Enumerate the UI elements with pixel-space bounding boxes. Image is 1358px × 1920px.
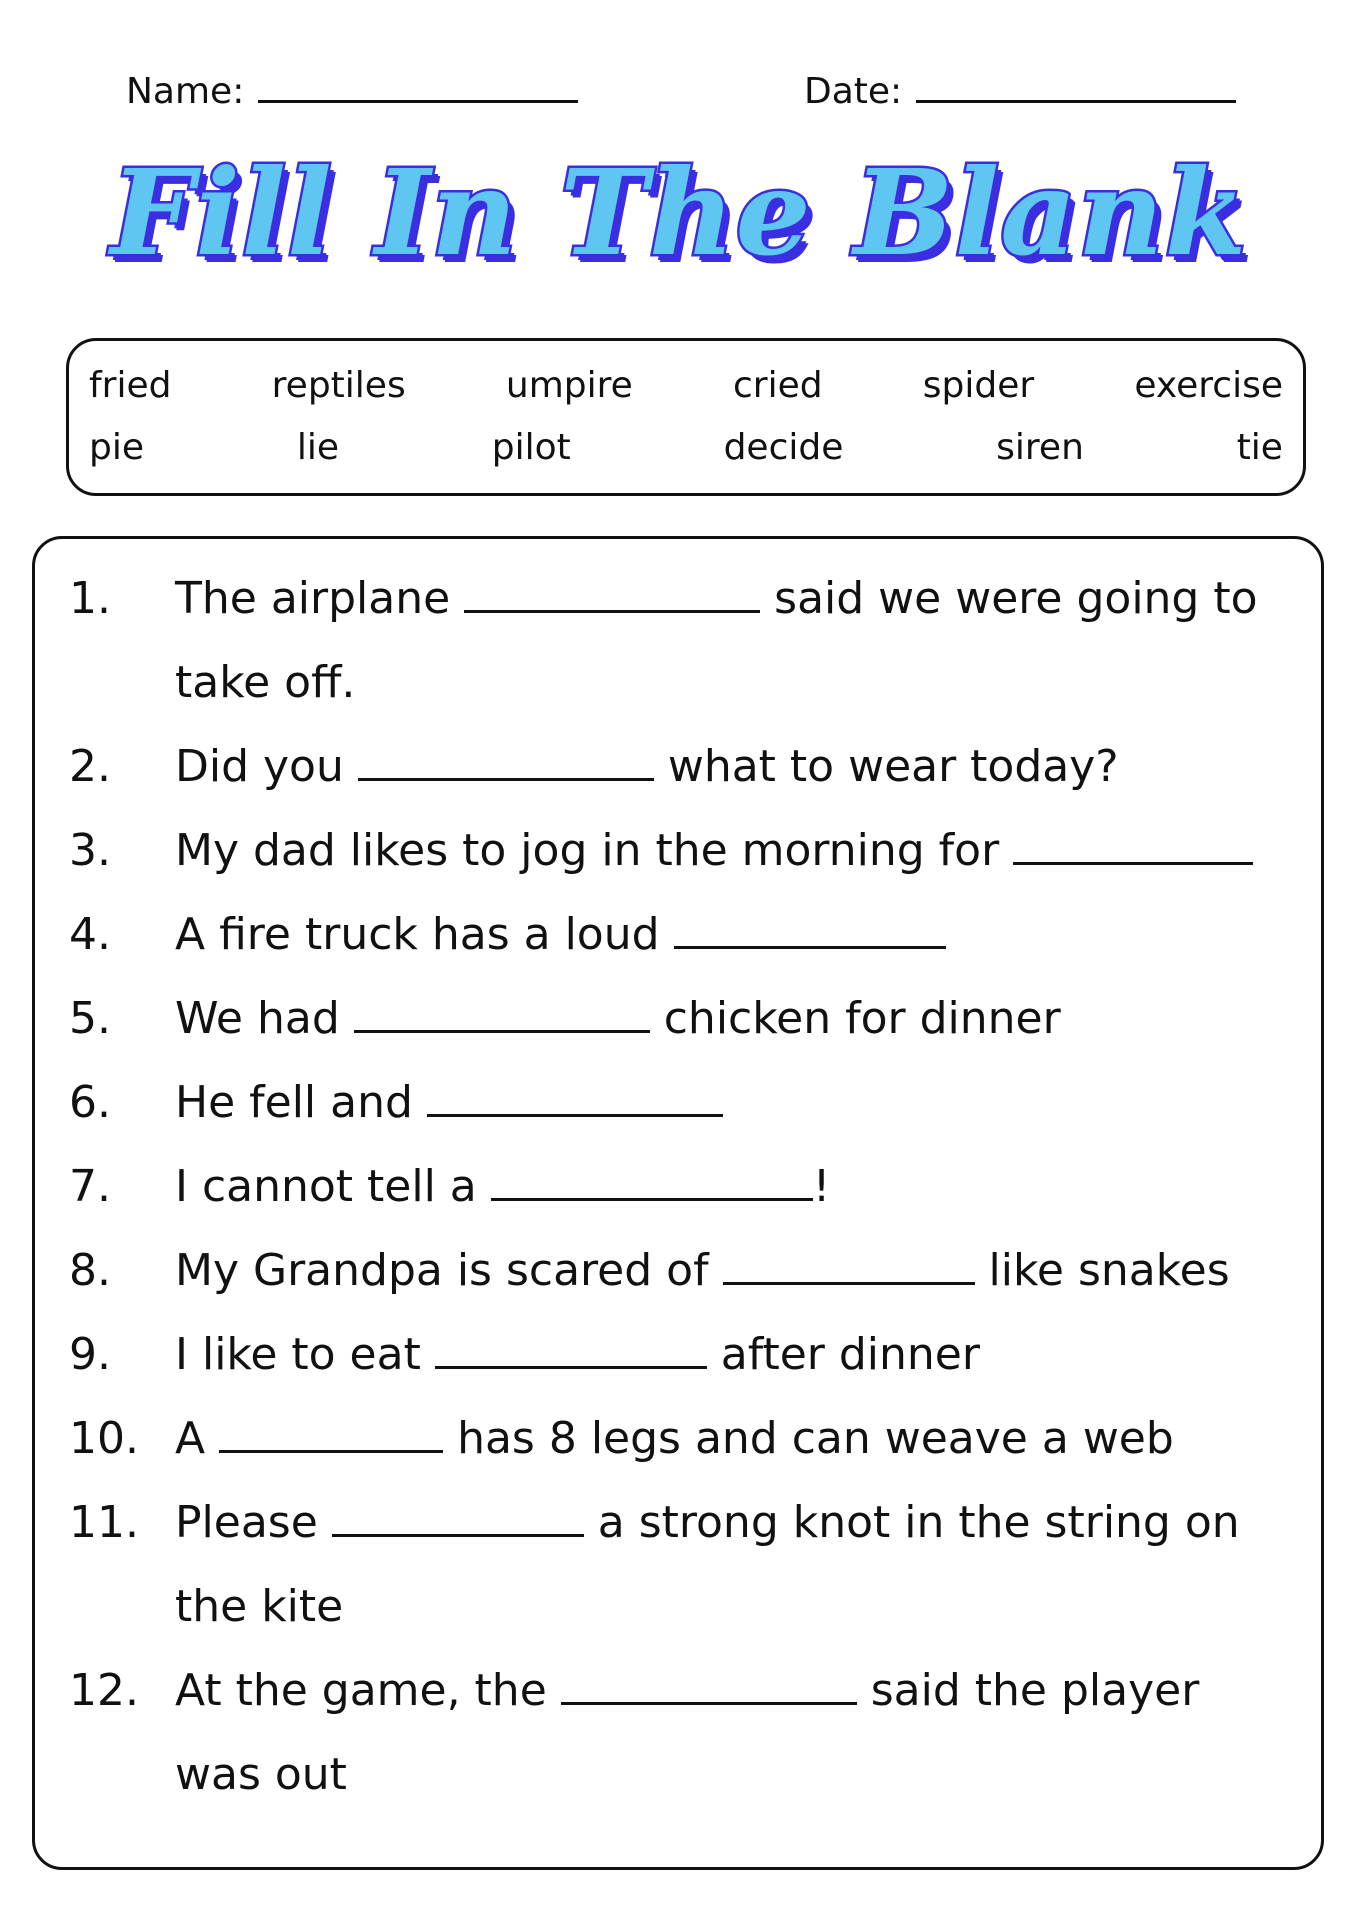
question-item xyxy=(69,977,1061,1061)
question-text: after dinner xyxy=(706,1329,980,1380)
date-field xyxy=(804,64,1236,114)
question-item xyxy=(69,1145,830,1229)
word-bank-item: fried xyxy=(89,365,172,406)
question-text: My Grandpa is scared of xyxy=(175,1245,723,1296)
question-text: said the player xyxy=(856,1665,1200,1716)
question-text: At the game, the xyxy=(175,1665,561,1716)
question-number: 2. xyxy=(69,741,111,792)
name-blank[interactable] xyxy=(258,64,578,103)
word-bank-item: decide xyxy=(723,427,844,468)
question-number: 6. xyxy=(69,1077,111,1128)
question-text: A xyxy=(175,1413,220,1464)
word-bank-row-2 xyxy=(89,417,1283,479)
question-item xyxy=(69,725,1119,809)
word-bank-item: siren xyxy=(996,427,1084,468)
question-number: 4. xyxy=(69,909,111,960)
word-bank-item: exercise xyxy=(1134,365,1283,406)
question-text: ! xyxy=(812,1161,831,1212)
question-text: what to wear today? xyxy=(653,741,1119,792)
question-text: The airplane xyxy=(175,573,465,624)
question-number: 5. xyxy=(69,993,111,1044)
answer-blank[interactable] xyxy=(464,564,760,613)
question-text: take off. xyxy=(175,657,356,708)
question-item xyxy=(69,893,946,977)
question-number: 7. xyxy=(69,1161,111,1212)
question-number: 3. xyxy=(69,825,111,876)
question-text: I like to eat xyxy=(175,1329,435,1380)
question-text: a strong knot in the string on xyxy=(583,1497,1240,1548)
answer-blank[interactable] xyxy=(1013,816,1253,865)
name-label: Name: xyxy=(126,71,245,112)
word-bank-item: cried xyxy=(733,365,823,406)
question-number: 12. xyxy=(69,1665,139,1716)
word-bank xyxy=(66,338,1306,496)
question-number: 10. xyxy=(69,1413,139,1464)
answer-blank[interactable] xyxy=(219,1404,443,1453)
questions-box xyxy=(32,536,1324,1870)
word-bank-item: reptiles xyxy=(271,365,406,406)
answer-blank[interactable] xyxy=(427,1068,723,1117)
question-item xyxy=(69,1061,723,1145)
question-text: the kite xyxy=(175,1581,344,1632)
answer-blank[interactable] xyxy=(332,1488,584,1537)
question-item xyxy=(69,557,1258,725)
word-bank-row-1 xyxy=(89,355,1283,417)
question-item xyxy=(69,1397,1174,1481)
word-bank-item: spider xyxy=(922,365,1035,406)
answer-blank[interactable] xyxy=(354,984,650,1033)
question-text: said we were going to xyxy=(760,573,1258,624)
question-text: He fell and xyxy=(175,1077,427,1128)
word-bank-item: umpire xyxy=(505,365,633,406)
word-bank-item: pilot xyxy=(491,427,571,468)
question-number: 1. xyxy=(69,573,111,624)
question-text: We had xyxy=(175,993,354,1044)
answer-blank[interactable] xyxy=(358,732,654,781)
date-blank[interactable] xyxy=(916,64,1236,103)
question-number: 8. xyxy=(69,1245,111,1296)
question-text: Please xyxy=(175,1497,332,1548)
answer-blank[interactable] xyxy=(723,1236,975,1285)
answer-blank[interactable] xyxy=(674,900,946,949)
question-text: like snakes xyxy=(974,1245,1230,1296)
question-text: A fire truck has a loud xyxy=(175,909,674,960)
question-number: 9. xyxy=(69,1329,111,1380)
question-text: was out xyxy=(175,1749,347,1800)
answer-blank[interactable] xyxy=(561,1656,857,1705)
answer-blank[interactable] xyxy=(435,1320,707,1369)
word-bank-item: pie xyxy=(89,427,145,468)
question-number: 11. xyxy=(69,1497,139,1548)
question-text: has 8 legs and can weave a web xyxy=(443,1413,1174,1464)
question-item xyxy=(69,1649,1199,1817)
question-item xyxy=(69,1229,1230,1313)
word-bank-item: lie xyxy=(296,427,339,468)
worksheet-title: Fill In The Blank xyxy=(110,143,1248,282)
question-item xyxy=(69,1481,1240,1649)
answer-blank[interactable] xyxy=(491,1152,813,1201)
name-field xyxy=(126,64,578,114)
question-item xyxy=(69,809,1253,893)
question-text: I cannot tell a xyxy=(175,1161,491,1212)
question-text: chicken for dinner xyxy=(649,993,1061,1044)
word-bank-item: tie xyxy=(1236,427,1283,468)
question-text: Did you xyxy=(175,741,358,792)
date-label: Date: xyxy=(804,71,903,112)
question-text: My dad likes to jog in the morning for xyxy=(175,825,1014,876)
question-item xyxy=(69,1313,980,1397)
